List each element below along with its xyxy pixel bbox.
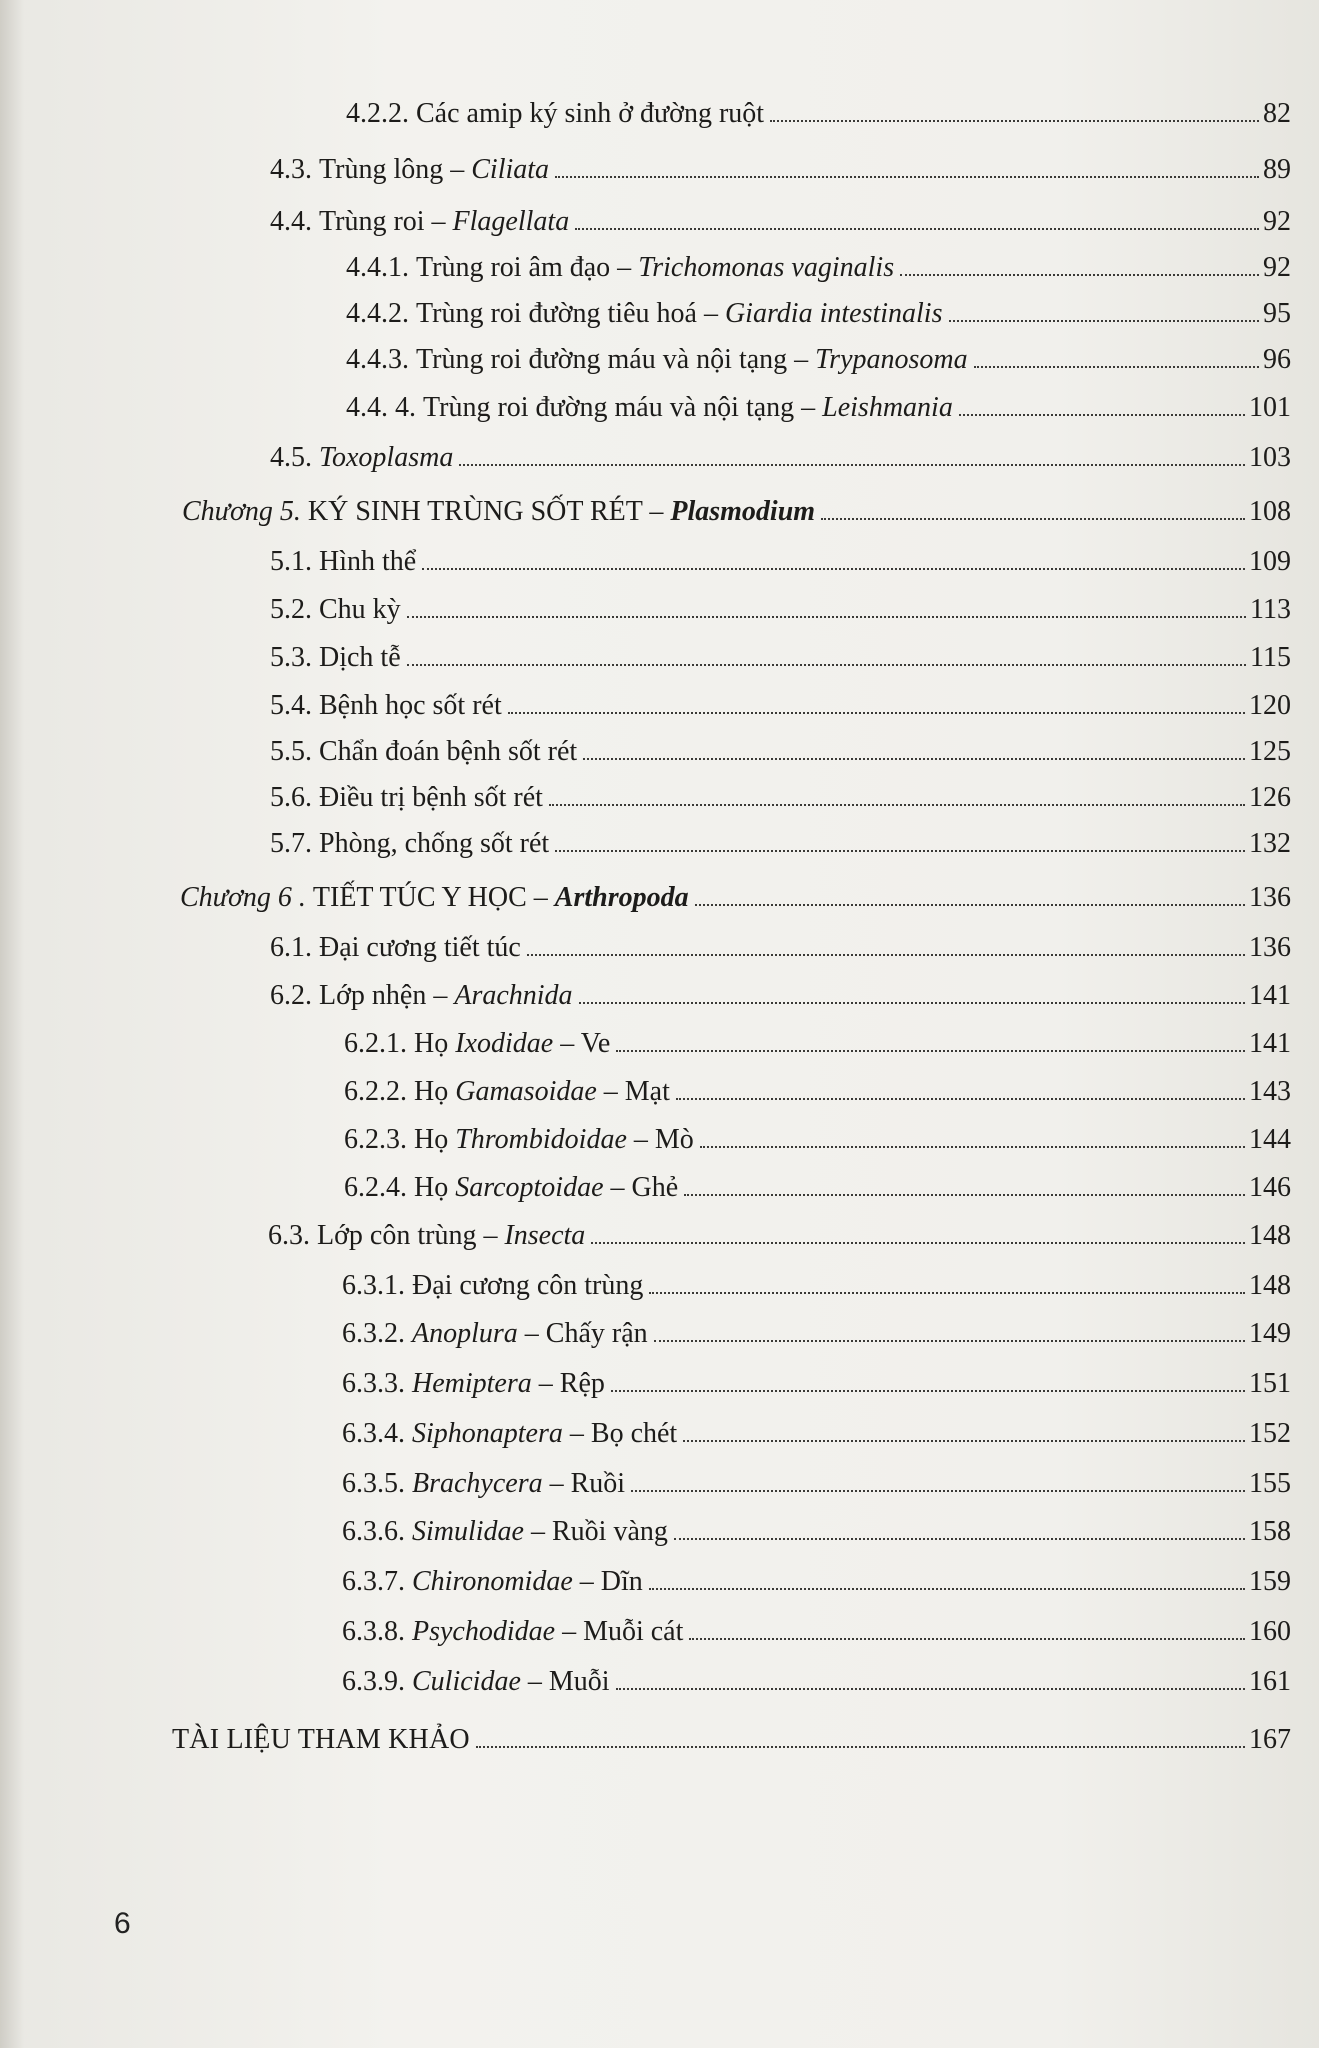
toc-entry-title: Chu kỳ (319, 594, 401, 625)
leader-dots (695, 904, 1245, 906)
toc-entry-number: 5.7. (270, 828, 312, 859)
toc-entry-4-4-4 (346, 390, 1291, 426)
leader-dots (676, 1098, 1245, 1100)
toc-page-ref: 148 (1249, 1270, 1291, 1301)
toc-entry-number: 6.3.8. (342, 1616, 405, 1647)
toc-entry-number: 5.5. (270, 736, 312, 767)
toc-entry-number: 4.4.1. (346, 252, 409, 283)
toc-page-ref: 148 (1249, 1220, 1291, 1251)
toc-page-ref: 132 (1249, 828, 1291, 859)
toc-entry-6-3-3 (342, 1366, 1291, 1402)
toc-page-ref: 92 (1263, 206, 1291, 237)
leader-dots (684, 1194, 1245, 1196)
toc-entry-5-7 (270, 826, 1291, 862)
toc-entry-4-4 (270, 204, 1291, 240)
leader-dots (422, 568, 1245, 570)
leader-dots (649, 1588, 1245, 1590)
toc-entry-5-2 (270, 592, 1291, 628)
toc-entry-5-4 (270, 688, 1291, 724)
toc-page-ref: 115 (1250, 642, 1291, 673)
leader-dots (683, 1440, 1245, 1442)
toc-page-ref: 82 (1263, 98, 1291, 129)
toc-entry-title: Hemiptera – Rệp (412, 1368, 605, 1399)
leader-dots (555, 850, 1245, 852)
toc-entry-title: Hình thể (319, 546, 417, 577)
toc-entry-title: Họ Ixodidae – Ve (414, 1028, 611, 1059)
toc-page-ref: 103 (1249, 442, 1291, 473)
chapter-title: TIẾT TÚC Y HỌC – Arthropoda (312, 882, 689, 913)
toc-entry-5-5 (270, 734, 1291, 770)
toc-entry-number: 4.3. (270, 154, 312, 185)
toc-entry-number: 4.4.2. (346, 298, 409, 329)
toc-entry-6-1 (270, 930, 1291, 966)
toc-entry-title: Đại cương côn trùng (412, 1270, 644, 1301)
toc-entry-title: Culicidae – Muỗi (412, 1666, 610, 1697)
toc-entry-title: Trùng roi – Flagellata (319, 206, 570, 237)
toc-entry-number: 4.4.3. (346, 344, 409, 375)
toc-entry-6-3-9 (342, 1664, 1291, 1700)
toc-page-ref: 149 (1249, 1318, 1291, 1349)
toc-entry-title: Họ Sarcoptoidae – Ghẻ (414, 1172, 679, 1203)
toc-entry-number: 5.3. (270, 642, 312, 673)
toc-entry-title: Bệnh học sốt rét (319, 690, 502, 721)
toc-entry-title: Trùng lông – Ciliata (319, 154, 550, 185)
toc-entry-number: 6.3.5. (342, 1468, 405, 1499)
leader-dots (476, 1746, 1245, 1748)
toc-page-ref: 141 (1249, 980, 1291, 1011)
toc-entry-number: 6.3.1. (342, 1270, 405, 1301)
toc-entry-6-2 (270, 978, 1291, 1014)
toc-page-ref: 108 (1249, 496, 1291, 527)
toc-entry-number: 4.5. (270, 442, 312, 473)
leader-dots (949, 320, 1260, 322)
leader-dots (689, 1638, 1245, 1640)
chapter-label: Chương 6 . (180, 882, 306, 913)
toc-entry-6-3-2 (342, 1316, 1291, 1352)
toc-entry-title: Toxoplasma (319, 442, 454, 473)
toc-entry-title: Trùng roi đường máu và nội tạng – Trypanosoma (416, 344, 968, 375)
toc-chapter-6 (180, 880, 1291, 916)
toc-page-ref: 120 (1249, 690, 1291, 721)
toc-page-ref: 95 (1263, 298, 1291, 329)
references-title: TÀI LIỆU THAM KHẢO (172, 1724, 470, 1755)
toc-entry-title: Trùng roi đường tiêu hoá – Giardia intestinalis (416, 298, 943, 329)
toc-page-ref: 158 (1249, 1516, 1291, 1547)
leader-dots (583, 758, 1245, 760)
leader-dots (631, 1490, 1245, 1492)
toc-entry-6-3-4 (342, 1416, 1291, 1452)
leader-dots (821, 518, 1245, 520)
toc-entry-6-2-4 (344, 1170, 1291, 1206)
leader-dots (770, 120, 1259, 122)
toc-entry-number: 6.2.1. (344, 1028, 407, 1059)
toc-page-ref: 151 (1249, 1368, 1291, 1399)
toc-entry-number: 4.2.2. (346, 98, 409, 129)
toc-page-ref: 89 (1263, 154, 1291, 185)
toc-entry-title: Phòng, chống sốt rét (319, 828, 550, 859)
toc-entry-4-4-1 (346, 250, 1291, 286)
leader-dots (959, 414, 1245, 416)
toc-page-ref: 136 (1249, 882, 1291, 913)
toc-entry-title: Chẩn đoán bệnh sốt rét (319, 736, 578, 767)
leader-dots (700, 1146, 1245, 1148)
leader-dots (616, 1688, 1245, 1690)
toc-entry-number: 6.1. (270, 932, 312, 963)
toc-page-ref: 101 (1249, 392, 1291, 423)
toc-entry-4-2-2 (346, 96, 1291, 132)
chapter-title: KÝ SINH TRÙNG SỐT RÉT – Plasmodium (307, 496, 816, 527)
toc-chapter-5 (182, 494, 1291, 530)
toc-entry-title: Siphonaptera – Bọ chét (412, 1418, 678, 1449)
toc-entry-6-3 (268, 1218, 1291, 1254)
toc-entry-number: 5.2. (270, 594, 312, 625)
toc-entry-number: 6.3.6. (342, 1516, 405, 1547)
toc-entry-title: Các amip ký sinh ở đường ruột (416, 98, 765, 129)
toc-page-ref: 143 (1249, 1076, 1291, 1107)
toc-entry-title: Lớp nhện – Arachnida (319, 980, 573, 1011)
toc-page-ref: 159 (1249, 1566, 1291, 1597)
leader-dots (508, 712, 1245, 714)
toc-entry-title: Đại cương tiết túc (319, 932, 521, 963)
toc-page-ref: 126 (1249, 782, 1291, 813)
toc-entry-number: 6.3.7. (342, 1566, 405, 1597)
toc-page-ref: 96 (1263, 344, 1291, 375)
toc-entry-references (172, 1722, 1291, 1758)
toc-page-ref: 161 (1249, 1666, 1291, 1697)
toc-entry-6-2-1 (344, 1026, 1291, 1062)
leader-dots (555, 176, 1259, 178)
toc-entry-number: 6.3.4. (342, 1418, 405, 1449)
leader-dots (407, 664, 1246, 666)
toc-entry-5-1 (270, 544, 1291, 580)
toc-entry-title: Điều trị bệnh sốt rét (319, 782, 543, 813)
toc-entry-number: 5.4. (270, 690, 312, 721)
toc-entry-title: Họ Thrombidoidae – Mò (414, 1124, 694, 1155)
toc-entry-4-4-3 (346, 342, 1291, 378)
leader-dots (575, 228, 1259, 230)
toc-entry-4-4-2 (346, 296, 1291, 332)
leader-dots (527, 954, 1245, 956)
toc-page-ref: 136 (1249, 932, 1291, 963)
toc-entry-number: 6.2. (270, 980, 312, 1011)
leader-dots (649, 1292, 1245, 1294)
toc-page-ref: 155 (1249, 1468, 1291, 1499)
toc-page-ref: 167 (1249, 1724, 1291, 1755)
toc-entry-6-3-6 (342, 1514, 1291, 1550)
toc-entry-number: 6.2.2. (344, 1076, 407, 1107)
leader-dots (459, 464, 1245, 466)
toc-entry-6-3-5 (342, 1466, 1291, 1502)
toc-entry-number: 6.3.2. (342, 1318, 405, 1349)
toc-entry-6-2-2 (344, 1074, 1291, 1110)
toc-entry-number: 6.3. (268, 1220, 310, 1251)
toc-entry-title: Anoplura – Chấy rận (412, 1318, 648, 1349)
toc-entry-4-5 (270, 440, 1291, 476)
chapter-label: Chương 5. (182, 496, 301, 527)
toc-page-ref: 144 (1249, 1124, 1291, 1155)
toc-entry-6-3-8 (342, 1614, 1291, 1650)
toc-entry-6-3-1 (342, 1268, 1291, 1304)
toc-entry-number: 6.3.9. (342, 1666, 405, 1697)
toc-entry-title: Trùng roi đường máu và nội tạng – Leishmania (423, 392, 953, 423)
toc-entry-title: Lớp côn trùng – Insecta (317, 1220, 586, 1251)
toc-page-ref: 125 (1249, 736, 1291, 767)
toc-entry-6-2-3 (344, 1122, 1291, 1158)
leader-dots (591, 1242, 1245, 1244)
toc-page-ref: 141 (1249, 1028, 1291, 1059)
toc-entry-number: 4.4. 4. (346, 392, 416, 423)
toc-entry-title: Brachycera – Ruồi (412, 1468, 626, 1499)
leader-dots (579, 1002, 1245, 1004)
toc-entry-5-3 (270, 640, 1291, 676)
toc-entry-title: Psychodidae – Muỗi cát (412, 1616, 684, 1647)
toc-page-ref: 109 (1249, 546, 1291, 577)
toc-entry-number: 6.2.4. (344, 1172, 407, 1203)
page-number: 6 (114, 1907, 131, 1940)
leader-dots (549, 804, 1245, 806)
toc-entry-title: Simulidae – Ruồi vàng (412, 1516, 668, 1547)
toc-entry-title: Chironomidae – Dĩn (412, 1566, 643, 1597)
toc-entry-title: Dịch tễ (319, 642, 401, 673)
toc-entry-4-3 (270, 152, 1291, 188)
leader-dots (654, 1340, 1245, 1342)
toc-entry-title: Họ Gamasoidae – Mạt (414, 1076, 670, 1107)
toc-page-ref: 92 (1263, 252, 1291, 283)
toc-entry-number: 6.2.3. (344, 1124, 407, 1155)
toc-entry-title: Trùng roi âm đạo – Trichomonas vaginalis (416, 252, 895, 283)
toc-page-ref: 160 (1249, 1616, 1291, 1647)
toc-entry-number: 5.6. (270, 782, 312, 813)
leader-dots (674, 1538, 1245, 1540)
toc-entry-number: 5.1. (270, 546, 312, 577)
toc-page-ref: 146 (1249, 1172, 1291, 1203)
toc-entry-5-6 (270, 780, 1291, 816)
leader-dots (611, 1390, 1245, 1392)
leader-dots (974, 366, 1259, 368)
leader-dots (616, 1050, 1245, 1052)
leader-dots (900, 274, 1259, 276)
toc-entry-number: 6.3.3. (342, 1368, 405, 1399)
toc-entry-number: 4.4. (270, 206, 312, 237)
toc-page-ref: 152 (1249, 1418, 1291, 1449)
toc-entry-6-3-7 (342, 1564, 1291, 1600)
toc-page-ref: 113 (1250, 594, 1291, 625)
leader-dots (407, 616, 1246, 618)
